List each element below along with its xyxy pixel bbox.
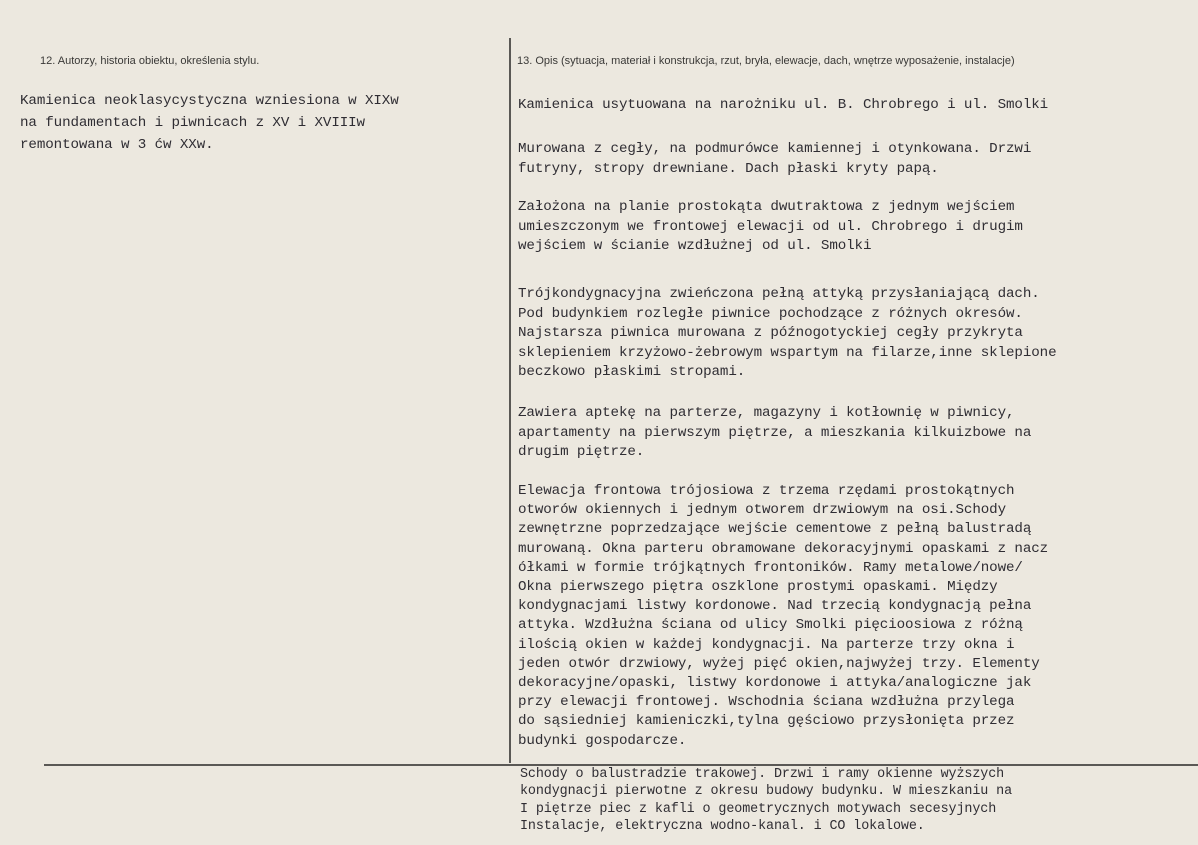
typed-line: jeden otwór drzwiowy, wyżej pięć okien,najwyżej trzy. Elementy <box>518 655 1040 672</box>
typed-line: attyka. Wzdłużna ściana od ulicy Smolki pięcioosiowa z różną <box>518 617 1023 634</box>
typed-line: przy elewacji frontowej. Wschodnia ściana wzdłużna przylega <box>518 694 1015 711</box>
typed-line: Najstarsza piwnica murowana z późnogotyckiej cegły przykryta <box>518 325 1023 341</box>
typed-line: Założona na planie prostokąta dwutraktowa z jednym wejściem <box>518 199 1015 215</box>
typed-line: drugim piętrze. <box>518 444 645 460</box>
paragraph-materials <box>518 140 1031 179</box>
typed-line: remontowana w 3 ćw XXw. <box>20 137 214 153</box>
typed-line: Kamienica neoklasycystyczna wzniesiona w XIXw <box>20 93 399 109</box>
typed-line: na fundamentach i piwnicach z XV i XVIIIw <box>20 115 365 131</box>
typed-line: otworów okiennych i jednym otworem drzwiowym na osi.Schody <box>518 502 1007 519</box>
paragraph-location <box>518 96 1048 116</box>
section-12-header: 12. Autorzy, historia obiektu, określenia stylu. <box>40 55 260 67</box>
typed-line: Instalacje, elektryczna wodno-kanal. i CO lokalowe. <box>520 818 925 834</box>
paragraph-interior <box>520 766 1012 835</box>
typed-line: Okna pierwszego piętra oszklone prostymi opaskami. Między <box>518 579 998 596</box>
typed-line: apartamenty na pierwszym piętrze, a mieszkania kilkuizbowe na <box>518 424 1032 441</box>
typed-line: kondygnacjami listwy kordonowe. Nad trzecią kondygnacją pełna <box>518 598 1032 615</box>
typed-line: Schody o balustradzie trakowej. Drzwi i ramy okienne wyższych <box>520 767 1005 782</box>
typed-line: kondygnacji pierwotne z okresu budowy budynku. W mieszkaniu na <box>520 784 1013 800</box>
typed-line: murowaną. Okna parteru obramowane dekoracyjnymi opaskami z nacz <box>518 540 1049 557</box>
typed-line: ilością okien w każdej kondygnacji. Na parterze trzy okna i <box>518 636 1015 653</box>
typed-line: beczkowo płaskimi stropami. <box>518 364 746 380</box>
section-12-text <box>20 90 399 156</box>
typed-line: Murowana z cegły, na podmurówce kamiennej i otynkowana. Drzwi <box>518 141 1032 157</box>
paragraph-plan <box>518 198 1023 257</box>
typed-line: ółkami w formie trójkątnych frontoników. Ramy metalowe/nowe/ <box>518 559 1023 576</box>
typed-line: do sąsiedniej kamieniczki,tylna gęściowo przysłonięta przez <box>518 713 1015 730</box>
paragraph-storeys <box>518 285 1057 383</box>
paragraph-usage <box>518 404 1031 463</box>
typed-line: Pod budynkiem rozległe piwnice pochodzące z różnych okresów. <box>518 305 1023 322</box>
typed-line: Trójkondygnacyjna zwieńczona pełną attyką przysłaniającą dach. <box>518 286 1040 302</box>
typed-line: futryny, stropy drewniane. Dach płaski kryty papą. <box>518 160 939 177</box>
typed-line: budynki gospodarcze. <box>518 732 687 749</box>
typed-line: Kamienica usytuowana na narożniku ul. B. Chrobrego i ul. Smolki <box>518 97 1049 113</box>
typed-line: zewnętrzne poprzedzające wejście cementowe z pełną balustradą <box>518 521 1032 538</box>
typed-line: I piętrze piec z kafli o geometrycznych motywach secesyjnych <box>520 801 997 817</box>
typed-line: wejściem w ścianie wzdłużnej od ul. Smolki <box>518 238 872 254</box>
section-13-header: 13. Opis (sytuacja, materiał i konstrukcja, rzut, bryła, elewacje, dach, wnętrze wyposażenie, instalacje) <box>517 55 1015 67</box>
typed-line: Zawiera aptekę na parterze, magazyny i kotłownię w piwnicy, <box>518 405 1015 421</box>
column-divider <box>509 38 511 763</box>
typed-line: dekoracyjne/opaski, listwy kordonowe i attyka/analogiczne jak <box>518 675 1032 692</box>
typed-line: sklepieniem krzyżowo-żebrowym wspartym na filarze,inne sklepione <box>518 344 1057 361</box>
paragraph-elevations <box>518 482 1048 751</box>
typed-line: Elewacja frontowa trójosiowa z trzema rzędami prostokątnych <box>518 483 1015 499</box>
typed-line: umieszczonym we frontowej elewacji od ul. Chrobrego i drugim <box>518 218 1023 235</box>
